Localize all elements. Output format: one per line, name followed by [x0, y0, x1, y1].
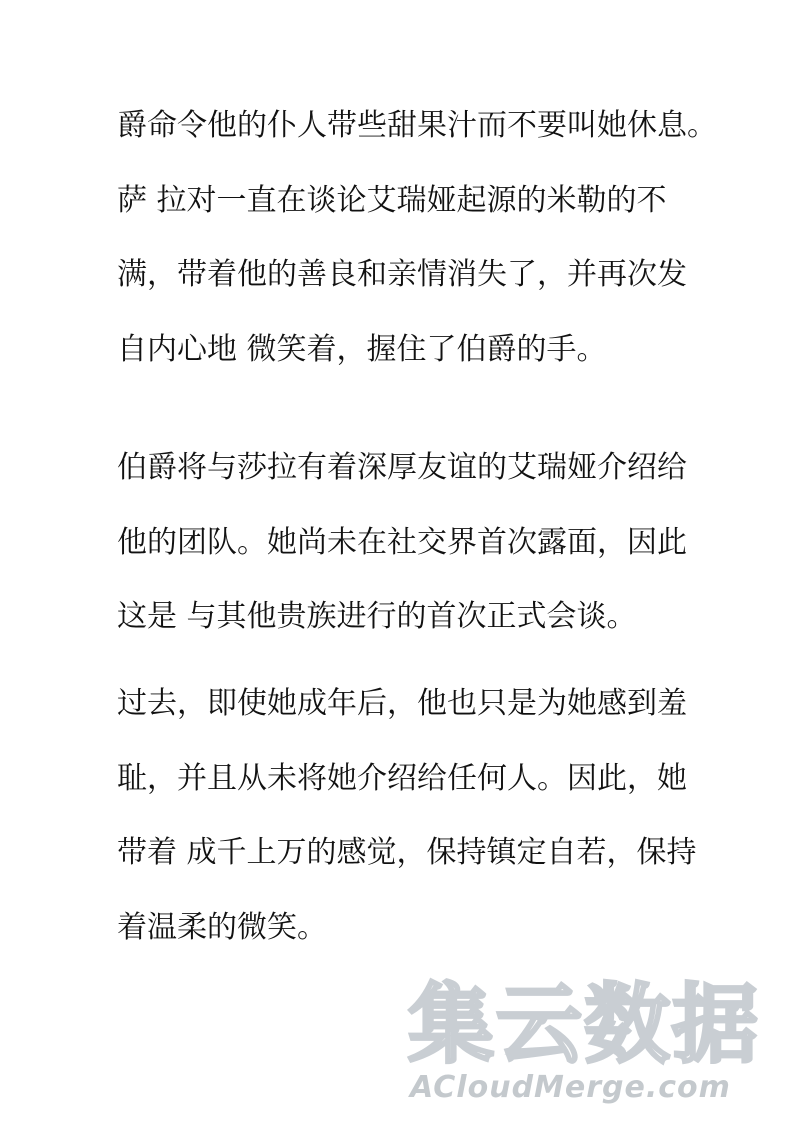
watermark-chinese-text: 集云数据	[408, 975, 760, 1075]
text-line: 爵命令他的仆人带些甜果汁而不要叫她休息。	[117, 108, 717, 143]
watermark-english-text: ACloudMerge.com	[410, 1070, 731, 1105]
text-line: 满，带着他的善良和亲情消失了，并再次发	[117, 257, 687, 292]
text-line: 萨 拉对一直在谈论艾瑞娅起源的米勒的不	[117, 183, 667, 218]
text-line: 耻，并且从未将她介绍给任何人。因此，她	[117, 761, 687, 796]
text-line: 这是 与其他贵族进行的首次正式会谈。	[117, 599, 637, 634]
text-line: 着温柔的微笑。	[117, 910, 327, 945]
text-line: 自内心地 微笑着，握住了伯爵的手。	[117, 332, 607, 367]
text-line: 带着 成千上万的感觉，保持镇定自若，保持	[117, 835, 697, 870]
text-line: 过去，即使她成年后，他也只是为她感到羞	[117, 686, 687, 721]
text-line: 伯爵将与莎拉有着深厚友谊的艾瑞娅介绍给	[117, 450, 687, 485]
watermark	[408, 975, 788, 1115]
text-line: 他的团队。她尚未在社交界首次露面，因此	[117, 525, 687, 560]
